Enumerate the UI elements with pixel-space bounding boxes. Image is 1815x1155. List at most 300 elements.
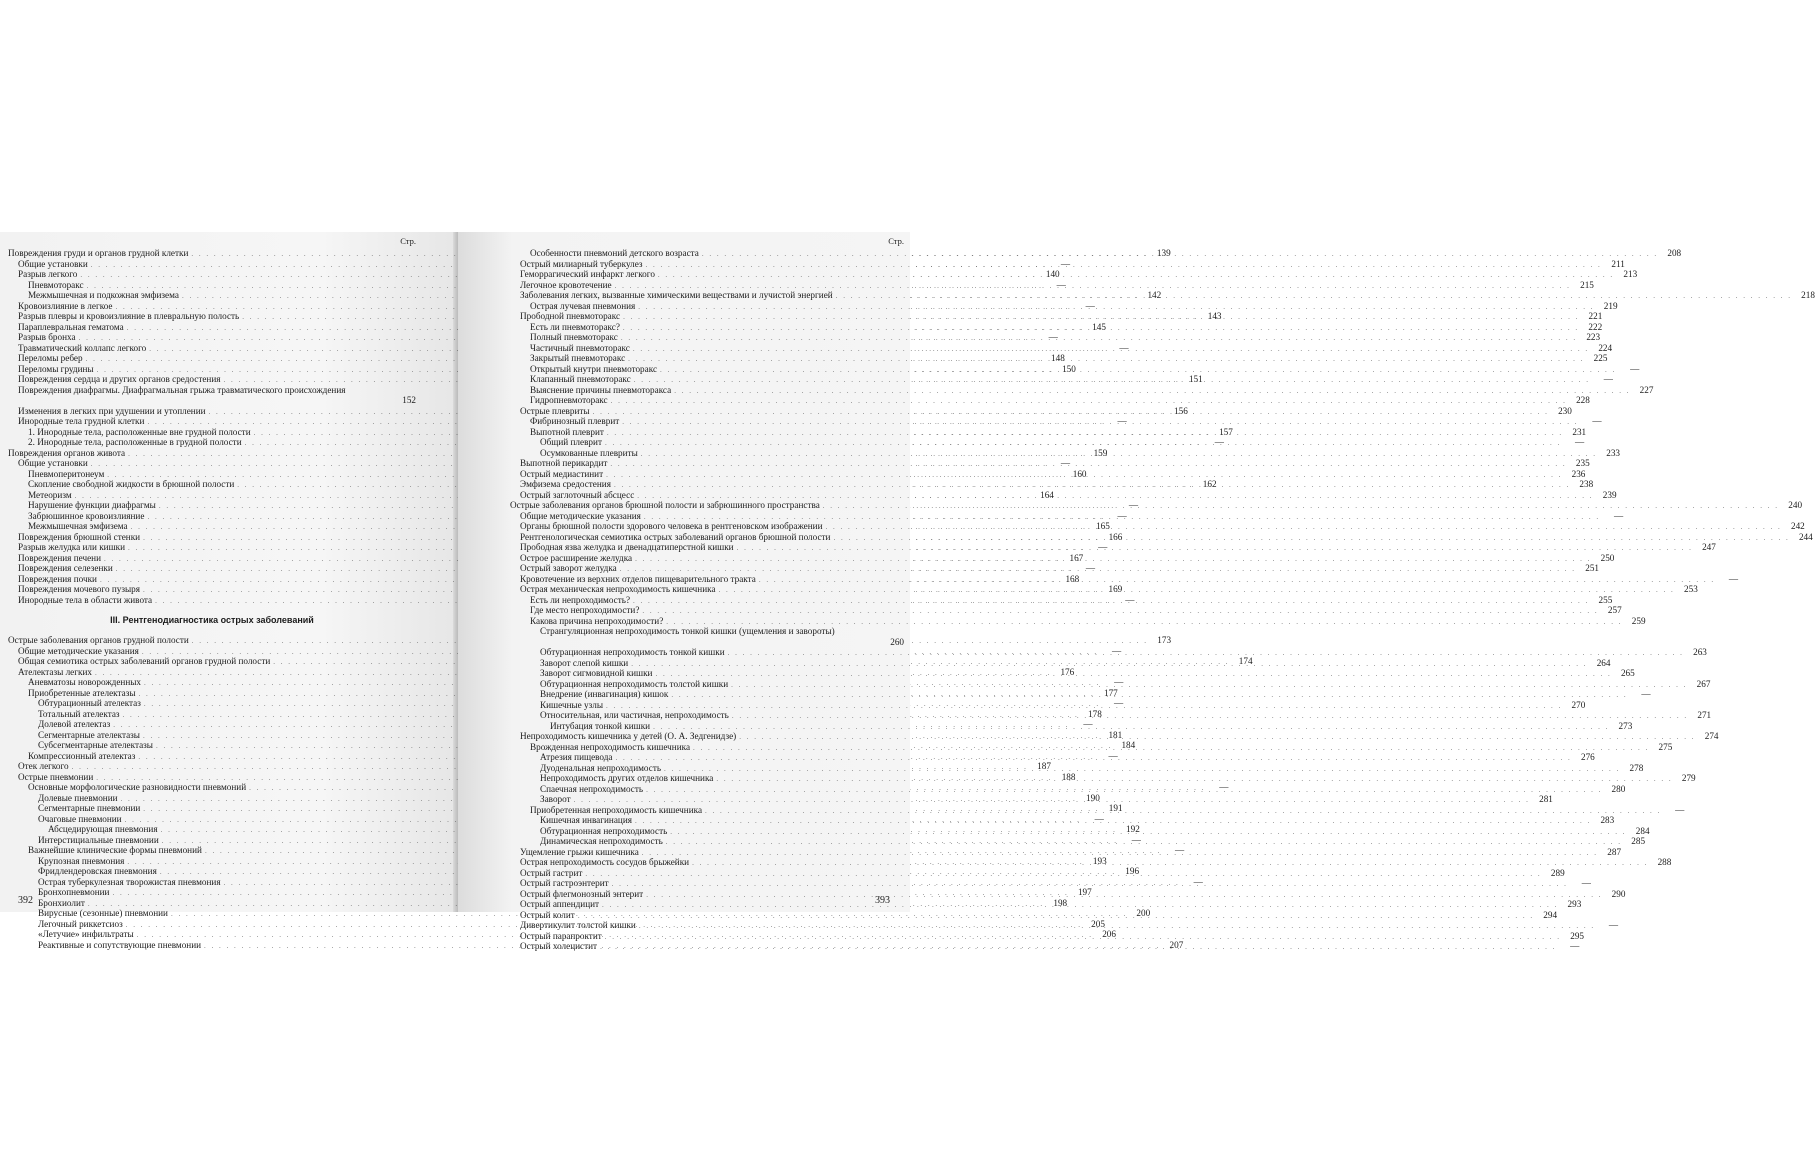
toc-entry-page: 294	[1543, 909, 1558, 920]
toc-entry-title: Острая механическая непроходимость кишечника	[520, 584, 716, 594]
toc-entry-page: 196	[1125, 866, 1140, 876]
toc-entry-title: Прободная язва желудка и двенадцатиперстной кишки	[520, 542, 734, 552]
toc-entry-title: Выяснение причины пневмоторакса	[530, 384, 672, 395]
toc-dot-leader	[622, 417, 1578, 428]
toc-entry-page: 273	[1618, 720, 1633, 731]
toc-entry-title: Повреждения селезенки	[18, 563, 113, 573]
toc-entry-page: —	[1131, 834, 1141, 845]
toc-entry-title: Разрыв бронха	[18, 332, 76, 342]
toc-dot-leader	[653, 722, 1609, 733]
toc-entry	[510, 500, 1803, 511]
toc-entry-page: 151	[1188, 374, 1203, 384]
toc-dot-leader	[611, 396, 1567, 407]
toc-entry-page: 148	[1051, 353, 1065, 363]
toc-dot-leader	[574, 792, 1530, 806]
toc-entry-page: 247	[1702, 542, 1716, 552]
toc-dot-leader	[606, 701, 1562, 712]
toc-entry-title: Острые плевриты	[520, 405, 590, 416]
toc-dot-leader	[670, 827, 1626, 838]
toc-entry-title: Врожденная непроходимость кишечника	[530, 741, 691, 752]
toc-entry-page: 257	[1607, 605, 1622, 615]
toc-entry-title: Параплевральная гематома	[18, 321, 124, 332]
toc-entry-page: 227	[1639, 384, 1654, 395]
toc-entry-title: Повреждения мочевого пузыря	[18, 584, 140, 594]
toc-entry-page: —	[1113, 698, 1124, 708]
toc-entry-title: Реактивные и сопутствующие пневмонии	[38, 939, 202, 950]
toc-entry-page: 278	[1629, 762, 1644, 773]
toc-entry-page: 140	[1045, 269, 1060, 279]
toc-entry-title: Переломы ребер	[18, 353, 83, 363]
toc-entry-title: Инородные тела в области живота	[18, 594, 153, 605]
toc-entry-page: —	[1575, 437, 1585, 447]
toc-entry-title: Обтурационный ателектаз	[38, 698, 141, 708]
toc-entry-title: Эмфизема средостения	[520, 479, 611, 489]
toc-entry-title: Странгуляционная непроходимость тонкой кишки (ущемления и завороты)	[540, 626, 835, 636]
toc-entry-title: Инородные тела грудной клетки	[18, 416, 145, 426]
toc-entry-title: Острый парапроктит	[520, 930, 602, 941]
toc-entry-title: Фибринозный плеврит	[530, 416, 620, 426]
toc-entry-page: 224	[1598, 342, 1613, 353]
toc-entry-page: 267	[1696, 678, 1711, 689]
toc-dot-leader	[671, 687, 1627, 701]
toc-entry-page: —	[1613, 510, 1624, 521]
toc-entry-title: Общий плеврит	[540, 437, 602, 447]
toc-entry	[510, 300, 1618, 312]
toc-entry-page: 173	[1157, 635, 1172, 645]
toc-entry-page: 191	[1108, 803, 1123, 813]
toc-entry-title: Дивертикулит толстой кишки	[520, 920, 636, 930]
toc-entry-title: Межмышечная и подкожная эмфизема	[28, 290, 179, 300]
toc-dot-leader	[693, 743, 1649, 754]
toc-entry-title: Острый гастрит	[520, 867, 583, 878]
toc-entry-title: Основные морфологические разновидности пневмоний	[28, 782, 247, 792]
toc-entry	[510, 395, 1590, 406]
toc-entry-page: —	[1175, 845, 1185, 855]
toc-entry-title: Аневматозы новорожденных	[28, 677, 142, 687]
toc-entry-title: Острые пневмонии	[18, 771, 94, 782]
toc-entry-page: —	[1111, 645, 1122, 656]
toc-entry-title: Долевой ателектаз	[38, 719, 111, 729]
toc-entry-title: Пневмоперитонеум	[28, 468, 105, 479]
toc-entry-page: —	[1125, 594, 1135, 605]
toc-entry-page: —	[1581, 878, 1591, 888]
toc-entry-page: —	[1630, 363, 1640, 374]
toc-entry-page: —	[1060, 458, 1071, 468]
toc-dot-leader	[674, 386, 1630, 397]
toc-entry-title: Кровотечение из верхних отделов пищеварительного тракта	[520, 573, 756, 584]
toc-dot-leader	[728, 645, 1684, 659]
toc-entry	[510, 605, 1622, 616]
toc-entry-page: 139	[1156, 248, 1171, 258]
toc-entry-page: 283	[1600, 815, 1615, 825]
toc-dot-leader	[716, 771, 1672, 785]
toc-entry	[510, 542, 1716, 553]
toc-entry-page: 288	[1657, 857, 1672, 867]
toc-entry-page: 150	[1062, 363, 1076, 374]
toc-entry-page: 164	[1040, 489, 1054, 500]
toc-entry-title: Какова причина непроходимости?	[530, 615, 664, 626]
toc-entry-page: 270	[1571, 699, 1586, 710]
toc-dot-leader	[732, 708, 1688, 722]
toc-dot-leader	[633, 596, 1589, 607]
toc-entry-page: 239	[1602, 489, 1617, 500]
toc-dot-leader	[639, 918, 1595, 932]
toc-entry-page: 271	[1697, 710, 1712, 720]
toc-entry-title: Закрытый пневмоторакс	[530, 353, 626, 363]
toc-entry-title: Повреждения брюшной стенки	[18, 531, 141, 542]
toc-entry-title: Кишечная инвагинация	[540, 815, 632, 825]
toc-entry-page: 274	[1704, 731, 1719, 741]
toc-entry-page: 264	[1596, 657, 1611, 668]
toc-entry	[510, 458, 1590, 469]
toc-entry-title: Нарушение функции диафрагмы	[28, 500, 156, 510]
toc-entry-title: Острый милиарный туберкулез	[520, 258, 643, 269]
toc-dot-leader	[638, 302, 1594, 313]
toc-entry-title: «Летучие» инфильтраты	[38, 929, 134, 939]
toc-entry-title: Повреждения сердца и других органов средостения	[18, 374, 221, 384]
toc-entry-title: Органы брюшной полости здорового человека в рентгеновском изображении	[520, 521, 823, 531]
toc-entry-title: Интубация тонкой кишки	[550, 720, 651, 731]
toc-entry-title: Травматический коллапс легкого	[18, 342, 147, 353]
section-heading: III. Рентгенодиагностика острых заболеваний	[110, 615, 314, 625]
toc-entry-page: 156	[1174, 405, 1188, 416]
toc-entry-page: —	[1641, 689, 1651, 699]
toc-entry-title: Внедрение (инвагинация) кишок	[540, 689, 669, 699]
toc-dot-leader	[621, 333, 1577, 344]
toc-entry	[510, 258, 1625, 270]
toc-entry	[510, 836, 1646, 847]
toc-entry-title: Острый заворот желудка	[520, 563, 617, 573]
toc-dot-leader	[635, 813, 1591, 827]
toc-dot-leader	[646, 890, 1602, 901]
toc-dot-leader	[655, 666, 1611, 680]
toc-dot-leader	[823, 501, 1779, 512]
right-page-header: Стр.	[888, 236, 904, 246]
toc-entry-title: Острая лучевая пневмония	[530, 300, 636, 311]
toc-entry-title: Острая туберкулезная творожистая пневмония	[38, 876, 221, 887]
toc-dot-leader	[631, 659, 1587, 670]
toc-entry	[510, 815, 1615, 826]
toc-entry-page: 260	[890, 636, 904, 647]
toc-dot-leader	[606, 470, 1562, 481]
toc-entry-page: 289	[1550, 867, 1565, 878]
toc-entry-page: —	[1117, 510, 1127, 521]
toc-entry-title: Относительная, или частичная, непроходимость	[540, 710, 729, 720]
toc-entry-page: 276	[1580, 752, 1595, 762]
toc-entry-page: 287	[1607, 846, 1622, 857]
toc-entry-page: 259	[1631, 615, 1646, 626]
toc-dot-leader	[623, 312, 1579, 323]
toc-entry-title: Межмышечная эмфизема	[28, 521, 128, 531]
toc-entry	[510, 615, 1646, 627]
toc-entry-page: 218	[1801, 290, 1815, 300]
toc-entry	[510, 846, 1622, 858]
toc-entry-page: —	[1592, 416, 1602, 426]
toc-dot-leader	[658, 270, 1614, 281]
toc-entry-title: Обтурационная непроходимость	[540, 825, 668, 836]
toc-entry-title: Есть ли пневмоторакс?	[530, 321, 620, 332]
toc-entry-page: 178	[1088, 708, 1102, 719]
toc-entry-title: Метеоризм	[28, 489, 72, 500]
toc-entry-title: Тотальный ателектаз	[38, 708, 120, 719]
toc-entry-page: —	[1570, 941, 1580, 951]
toc-entry-page: 231	[1572, 426, 1587, 437]
toc-dot-leader	[737, 543, 1693, 554]
toc-dot-leader	[600, 939, 1556, 953]
toc-entry-title: Клапанный пневмоторакс	[530, 374, 631, 384]
toc-entry-title: Острое расширение желудка	[520, 552, 633, 563]
toc-dot-leader	[646, 785, 1602, 796]
toc-entry-page: 265	[1620, 668, 1635, 678]
toc-dot-leader	[605, 438, 1561, 449]
toc-dot-leader	[705, 806, 1661, 817]
toc-entry-title: Бронхопневмонии	[38, 887, 110, 897]
toc-entry-title: Общие методические указания	[520, 510, 641, 521]
toc-entry-title: Частичный пневмоторакс	[530, 342, 630, 353]
toc-entry	[510, 437, 1585, 448]
toc-entry-page: 215	[1580, 279, 1594, 290]
toc-entry-title: Осумкованные плевриты	[540, 447, 638, 458]
toc-entry-page: 208	[1667, 248, 1682, 258]
toc-entry-page: 162	[1202, 479, 1217, 489]
toc-entry-page: 284	[1635, 825, 1650, 836]
toc-entry-page: 242	[1790, 521, 1805, 531]
toc-entry-page: 228	[1576, 395, 1590, 405]
toc-entry-page: 152	[402, 395, 416, 405]
toc-entry-page: 275	[1658, 741, 1673, 752]
right-page-number: 393	[875, 895, 890, 906]
toc-entry-title: Разрыв желудка или кишки	[18, 542, 126, 552]
toc-entry-page: 281	[1539, 794, 1553, 804]
toc-entry-title: Спаечная непроходимость	[540, 783, 644, 794]
toc-entry-page: 295	[1570, 930, 1585, 941]
toc-entry-title: Забрюшинное кровоизлияние	[28, 510, 145, 521]
toc-entry-title: 1. Инородные тела, расположенные вне грудной полости	[28, 426, 251, 437]
toc-entry-page: 193	[1092, 855, 1107, 866]
toc-entry	[510, 699, 1586, 711]
toc-dot-leader	[739, 729, 1695, 743]
toc-entry-title: Полный пневмоторакс	[530, 332, 618, 342]
toc-dot-leader	[634, 375, 1590, 386]
toc-entry-page: —	[1603, 374, 1613, 384]
toc-entry-page: —	[1128, 500, 1139, 510]
toc-dot-leader	[602, 897, 1558, 911]
toc-entry-page: —	[1108, 750, 1118, 761]
toc-entry-page: 160	[1072, 468, 1087, 479]
toc-entry-page: —	[1117, 416, 1127, 426]
toc-dot-leader	[578, 911, 1534, 922]
toc-entry-title: Разрыв плевры и кровоизлияние в плевральную полость	[18, 311, 240, 321]
toc-dot-leader	[642, 606, 1598, 617]
toc-entry-title: Повреждения диафрагмы. Диафрагмальная грыжа травматического происхождения	[18, 384, 346, 395]
toc-entry-page: —	[1083, 719, 1093, 729]
toc-entry-page: 166	[1108, 531, 1123, 542]
toc-entry-page: 207	[1169, 939, 1184, 950]
toc-entry-title: Рентгенологическая семиотика острых заболеваний органов брюшной полости	[520, 531, 831, 542]
toc-entry-title: Кишечные узлы	[540, 699, 604, 710]
toc-entry-title: Выпотной плеврит	[530, 426, 604, 437]
toc-entry-title: Приобретенная непроходимость кишечника	[530, 804, 703, 815]
toc-dot-leader	[660, 365, 1616, 376]
toc-entry-title: Повреждения почки	[18, 573, 97, 584]
toc-entry-page: —	[1214, 437, 1224, 447]
toc-entry-page: 244	[1798, 531, 1813, 542]
toc-entry-page: —	[1085, 563, 1095, 573]
toc-dot-leader	[692, 855, 1648, 869]
toc-dot-leader	[635, 554, 1591, 565]
toc-dot-leader	[836, 291, 1792, 302]
toc-entry-title: Фридлендеровская пневмония	[38, 866, 157, 876]
toc-entry-page: 230	[1558, 405, 1572, 416]
toc-entry-title: Изменения в легких при удушении и утоплении	[18, 405, 206, 416]
toc-dot-leader	[605, 932, 1561, 943]
toc-entry-page: 206	[1102, 929, 1116, 939]
book-spread	[0, 232, 1815, 951]
toc-entry-page: 200	[1136, 908, 1151, 918]
toc-entry-page: —	[1094, 813, 1104, 824]
toc-entry-title: Геморрагический инфаркт легкого	[520, 269, 655, 279]
toc-entry-title: Общие методические указания	[18, 645, 139, 656]
toc-entry-title: Легочный риккетсиоз	[38, 918, 123, 929]
toc-entry-title: Интерстициальные пневмонии	[38, 834, 159, 845]
toc-entry-page: 279	[1681, 773, 1696, 783]
toc-dot-leader	[607, 428, 1563, 439]
toc-dot-leader	[633, 344, 1589, 355]
toc-entry-page: 235	[1575, 458, 1590, 468]
toc-entry-page: 213	[1623, 269, 1638, 279]
toc-entry-page: 263	[1693, 647, 1707, 657]
toc-dot-leader	[731, 680, 1687, 691]
toc-entry	[510, 342, 1613, 354]
toc-entry-page: —	[1193, 876, 1203, 887]
toc-entry-page: 293	[1567, 899, 1582, 909]
toc-entry-title: Дуоденальная непроходимость	[540, 762, 662, 773]
toc-dot-leader	[826, 522, 1782, 533]
toc-entry-page: 251	[1585, 563, 1600, 573]
toc-dot-leader	[664, 764, 1620, 775]
toc-entry-title: Острая непроходимость сосудов брыжейки	[520, 857, 690, 867]
toc-entry-title: Разрыв легкого	[18, 269, 78, 279]
toc-entry-page: —	[1728, 573, 1739, 584]
toc-entry-title: Отек легкого	[18, 761, 69, 771]
toc-entry-page: 255	[1598, 594, 1613, 605]
toc-entry	[510, 563, 1600, 574]
toc-entry	[510, 752, 1595, 763]
toc-entry-page: 236	[1571, 468, 1586, 479]
toc-dot-leader	[585, 869, 1541, 880]
toc-entry-title: Повреждения груди и органов грудной клетки	[8, 248, 189, 258]
toc-entry	[510, 279, 1594, 291]
toc-entry-title: Выпотной перикардит	[520, 458, 608, 468]
toc-entry	[510, 678, 1711, 690]
toc-entry-page: —	[1219, 782, 1229, 792]
toc-dot-leader	[759, 575, 1715, 586]
toc-entry-page: 142	[1147, 290, 1162, 300]
toc-entry-title: Заворот сигмовидной кишки	[540, 668, 653, 678]
toc-entry-title: Легочное кровотечение	[520, 279, 612, 290]
toc-entry-page: 240	[1788, 500, 1803, 510]
toc-entry-title: Есть ли непроходимость?	[530, 594, 631, 605]
toc-dot-leader	[593, 407, 1549, 418]
toc-entry-title: Особенности пневмоний детского возраста	[530, 248, 699, 258]
toc-entry-page: 205	[1091, 918, 1105, 929]
toc-entry-title: Непроходимость других отделов кишечника	[540, 773, 714, 783]
toc-entry-title: Острый холецистит	[520, 941, 598, 951]
toc-entry	[510, 332, 1601, 343]
toc-entry-page: 285	[1631, 836, 1646, 846]
toc-entry-page: —	[1098, 542, 1108, 552]
toc-dot-leader	[646, 260, 1602, 271]
toc-entry-title: Повреждения печени	[18, 552, 101, 563]
toc-entry-page: 198	[1053, 897, 1068, 908]
toc-entry-title: Сегментарные пневмонии	[38, 803, 141, 813]
toc-entry-title: Переломы грудины	[18, 363, 94, 374]
toc-dot-leader	[641, 449, 1597, 460]
toc-dot-leader	[616, 750, 1572, 764]
toc-dot-leader	[833, 533, 1789, 544]
toc-entry	[510, 783, 1626, 795]
toc-entry-title: Ателектазы легких	[18, 666, 92, 677]
toc-entry	[510, 510, 1624, 522]
toc-entry-page: 169	[1108, 584, 1123, 594]
toc-entry-title: Заворот слепой кишки	[540, 657, 629, 668]
toc-entry	[510, 594, 1613, 606]
left-page-header: Стр.	[400, 236, 416, 246]
toc-entry-page: 167	[1069, 552, 1084, 563]
toc-entry-page: 219	[1603, 300, 1618, 311]
toc-entry-page: 176	[1060, 666, 1075, 677]
toc-dot-leader	[666, 834, 1622, 848]
toc-entry-page: —	[1085, 300, 1095, 311]
toc-entry-title: Субсегментарные ателектазы	[38, 740, 153, 750]
toc-entry-page: 177	[1103, 687, 1118, 698]
toc-entry-page: 157	[1219, 426, 1233, 437]
toc-entry-page: 211	[1611, 258, 1625, 269]
toc-entry-title: Острый гастроэнтерит	[520, 878, 609, 888]
toc-entry-title: Общая семиотика острых заболеваний органов грудной полости	[18, 656, 271, 666]
toc-entry-title: Обтурационная непроходимость тонкой кишки	[540, 647, 725, 657]
toc-entry-page: —	[1060, 258, 1071, 269]
toc-entry	[510, 878, 1591, 889]
toc-dot-leader	[702, 249, 1658, 260]
toc-entry-title: Непроходимость кишечника у детей (О. А. Зедгенидзе)	[520, 731, 737, 741]
toc-entry-page: 253	[1684, 584, 1698, 594]
toc-entry-title: Важнейшие клинические формы пневмоний	[28, 845, 202, 855]
toc-entry-page: 225	[1593, 353, 1608, 363]
toc-entry-title: Острый медиастинит	[520, 468, 604, 479]
toc-dot-leader	[628, 354, 1584, 365]
toc-entry-title: Скопление свободной жидкости в брюшной полости	[28, 479, 235, 489]
toc-entry-title: Прободной пневмоторакс	[520, 311, 621, 321]
toc-entry-title: Гидропневмоторакс	[530, 395, 608, 405]
toc-dot-leader	[642, 848, 1598, 859]
toc-entry-title: Открытый кнутри пневмоторакс	[530, 363, 658, 374]
toc-entry-page: 159	[1093, 447, 1108, 458]
toc-entry-page: —	[1119, 342, 1129, 353]
toc-entry-title: Острые заболевания органов грудной полости	[8, 635, 189, 645]
toc-entry-title: Повреждения органов живота	[8, 447, 126, 458]
toc-entry-page: 238	[1579, 479, 1594, 489]
toc-entry-page: 174	[1238, 656, 1253, 666]
toc-entry-page: —	[1056, 279, 1066, 290]
toc-entry-page: 188	[1061, 771, 1076, 782]
toc-entry-title: Острый флегмонозный энтерит	[520, 888, 644, 899]
toc-entry-page: 221	[1588, 311, 1603, 321]
toc-entry-title: Где место непроходимости?	[530, 605, 640, 615]
toc-entry-title: Острый аппендицит	[520, 899, 600, 909]
toc-dot-leader	[620, 564, 1576, 575]
toc-entry-title: Пневмоторакс	[28, 279, 84, 290]
